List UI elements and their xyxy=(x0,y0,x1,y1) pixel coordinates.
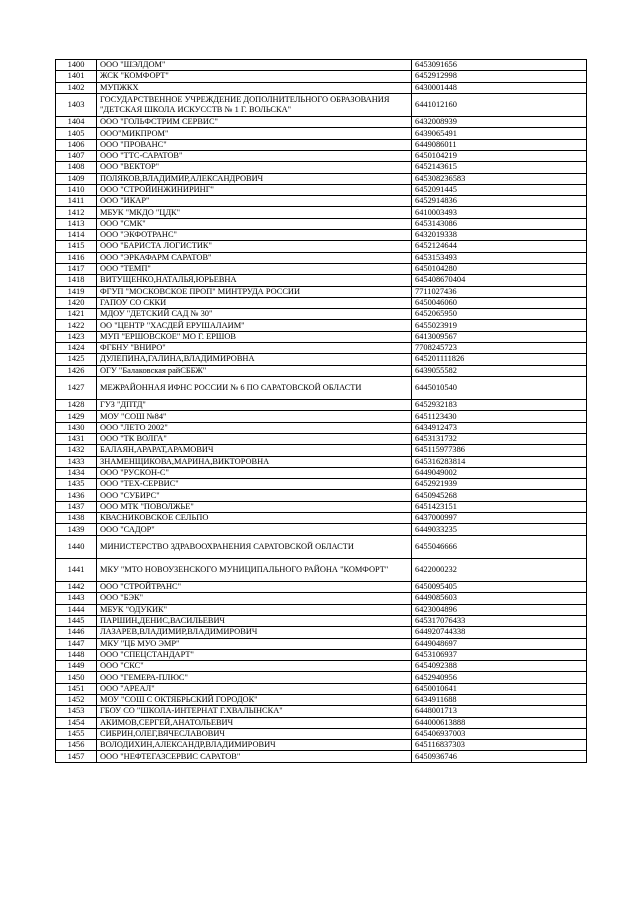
table-row xyxy=(56,695,587,706)
table-row xyxy=(56,728,587,739)
inn-cell: 6410003493 xyxy=(412,207,587,218)
row-number-cell: 1455 xyxy=(56,728,97,739)
table-row xyxy=(56,207,587,218)
table-row xyxy=(56,196,587,207)
row-number-cell: 1423 xyxy=(56,331,97,342)
row-number-cell: 1409 xyxy=(56,173,97,184)
inn-cell: 6448001713 xyxy=(412,706,587,717)
inn-cell: 6455046666 xyxy=(412,535,587,558)
organization-name-cell: ООО "ШЭЛДОМ" xyxy=(97,60,412,71)
row-number-cell: 1408 xyxy=(56,162,97,173)
table-row xyxy=(56,82,587,93)
organization-name-cell: ООО "СТРОЙТРАНС" xyxy=(97,582,412,593)
organization-name-cell: ЗНАМЕНЩИКОВА,МАРИНА,ВИКТОРОВНА xyxy=(97,456,412,467)
table-row xyxy=(56,275,587,286)
table-row xyxy=(56,717,587,728)
organization-name-cell: ООО "ТК ВОЛГА" xyxy=(97,433,412,444)
organization-name-cell: МКУ "МТО НОВОУЗЕНСКОГО МУНИЦИПАЛЬНОГО РАЙОНА "КОМФОРТ" xyxy=(97,558,412,581)
row-number-cell: 1424 xyxy=(56,343,97,354)
row-number-cell: 1428 xyxy=(56,400,97,411)
organization-name-cell: ГАПОУ СО СККИ xyxy=(97,297,412,308)
table-row xyxy=(56,230,587,241)
row-number-cell: 1448 xyxy=(56,649,97,660)
inn-cell: 6454092388 xyxy=(412,661,587,672)
organization-name-cell: ООО"МИКПРОМ" xyxy=(97,128,412,139)
row-number-cell: 1401 xyxy=(56,71,97,82)
organization-name-cell: ФГУП "МОСКОВСКОЕ ПРОП" МИНТРУДА РОССИИ xyxy=(97,286,412,297)
row-number-cell: 1445 xyxy=(56,615,97,626)
row-number-cell: 1410 xyxy=(56,184,97,195)
inn-cell: 6450945268 xyxy=(412,490,587,501)
table-row xyxy=(56,71,587,82)
row-number-cell: 1443 xyxy=(56,593,97,604)
inn-cell: 6452065950 xyxy=(412,309,587,320)
row-number-cell: 1450 xyxy=(56,672,97,683)
inn-cell: 6450936746 xyxy=(412,751,587,762)
organization-name-cell: ООО "ВЕКТОР" xyxy=(97,162,412,173)
table-row xyxy=(56,354,587,365)
row-number-cell: 1400 xyxy=(56,60,97,71)
row-number-cell: 1435 xyxy=(56,479,97,490)
table-row xyxy=(56,582,587,593)
organization-name-cell: ООО "ПРОВАНС" xyxy=(97,139,412,150)
inn-cell: 6453153493 xyxy=(412,252,587,263)
organization-name-cell: МБУК "МКДО "ЦДК" xyxy=(97,207,412,218)
row-number-cell: 1437 xyxy=(56,501,97,512)
organization-name-cell: МОУ "СОШ С ОКТЯБРЬСКИЙ ГОРОДОК" xyxy=(97,695,412,706)
inn-cell: 645408670404 xyxy=(412,275,587,286)
table-row xyxy=(56,490,587,501)
inn-cell: 6452914836 xyxy=(412,196,587,207)
organization-name-cell: МДОУ "ДЕТСКИЙ САД № 30" xyxy=(97,309,412,320)
inn-cell: 645115977386 xyxy=(412,445,587,456)
row-number-cell: 1446 xyxy=(56,627,97,638)
document-page xyxy=(55,59,586,763)
row-number-cell: 1447 xyxy=(56,638,97,649)
row-number-cell: 1434 xyxy=(56,467,97,478)
table-row xyxy=(56,627,587,638)
row-number-cell: 1457 xyxy=(56,751,97,762)
row-number-cell: 1449 xyxy=(56,661,97,672)
inn-cell: 6445010540 xyxy=(412,376,587,399)
inn-cell: 645316283814 xyxy=(412,456,587,467)
table-row xyxy=(56,320,587,331)
row-number-cell: 1431 xyxy=(56,433,97,444)
organization-name-cell: МКУ "ЦБ МУО ЭМР" xyxy=(97,638,412,649)
row-number-cell: 1402 xyxy=(56,82,97,93)
organization-name-cell: ОГУ "Балаковская райСББЖ" xyxy=(97,365,412,376)
inn-cell: 6432008939 xyxy=(412,117,587,128)
inn-cell: 6423004896 xyxy=(412,604,587,615)
table-row xyxy=(56,751,587,762)
table-row xyxy=(56,604,587,615)
inn-cell: 6439055582 xyxy=(412,365,587,376)
inn-cell: 6453091656 xyxy=(412,60,587,71)
row-number-cell: 1444 xyxy=(56,604,97,615)
inn-cell: 6441012160 xyxy=(412,93,587,116)
table-row xyxy=(56,400,587,411)
organization-name-cell: МЕЖРАЙОННАЯ ИФНС РОССИИ № 6 ПО САРАТОВСКОЙ ОБЛАСТИ xyxy=(97,376,412,399)
organization-name-cell: ООО "НЕФТЕГАЗСЕРВИС САРАТОВ" xyxy=(97,751,412,762)
table-row xyxy=(56,456,587,467)
inn-cell: 6450095405 xyxy=(412,582,587,593)
table-row xyxy=(56,615,587,626)
organization-name-cell: ДУЛЕПИНА,ГАЛИНА,ВЛАДИМИРОВНА xyxy=(97,354,412,365)
table-row xyxy=(56,309,587,320)
row-number-cell: 1452 xyxy=(56,695,97,706)
table-row xyxy=(56,128,587,139)
organization-name-cell: ОО "ЦЕНТР "ХАСДЕЙ ЕРУШАЛАИМ" xyxy=(97,320,412,331)
table-row xyxy=(56,479,587,490)
table-row xyxy=(56,263,587,274)
inn-cell: 6449048697 xyxy=(412,638,587,649)
inn-cell: 645406937003 xyxy=(412,728,587,739)
table-row xyxy=(56,241,587,252)
row-number-cell: 1430 xyxy=(56,422,97,433)
inn-cell: 6452124644 xyxy=(412,241,587,252)
inn-cell: 6455023919 xyxy=(412,320,587,331)
organization-name-cell: ООО "ЭРКАФАРМ САРАТОВ" xyxy=(97,252,412,263)
inn-cell: 644000613888 xyxy=(412,717,587,728)
row-number-cell: 1407 xyxy=(56,150,97,161)
table-row xyxy=(56,740,587,751)
row-number-cell: 1426 xyxy=(56,365,97,376)
inn-cell: 645308236583 xyxy=(412,173,587,184)
inn-cell: 6449086011 xyxy=(412,139,587,150)
row-number-cell: 1418 xyxy=(56,275,97,286)
row-number-cell: 1441 xyxy=(56,558,97,581)
table-row xyxy=(56,184,587,195)
organization-name-cell: ООО "ЭКФОТРАНС" xyxy=(97,230,412,241)
inn-cell: 6449085603 xyxy=(412,593,587,604)
organization-name-cell: ООО "БАРИСТА ЛОГИСТИК" xyxy=(97,241,412,252)
organization-name-cell: ЖСК "КОМФОРТ" xyxy=(97,71,412,82)
inn-cell: 644920744338 xyxy=(412,627,587,638)
row-number-cell: 1454 xyxy=(56,717,97,728)
table-row xyxy=(56,649,587,660)
inn-cell: 6422000232 xyxy=(412,558,587,581)
organization-name-cell: АКИМОВ,СЕРГЕЙ,АНАТОЛЬЕВИЧ xyxy=(97,717,412,728)
table-row xyxy=(56,297,587,308)
row-number-cell: 1440 xyxy=(56,535,97,558)
inn-cell: 6450046060 xyxy=(412,297,587,308)
organization-name-cell: ГУЗ "ДПТД" xyxy=(97,400,412,411)
row-number-cell: 1438 xyxy=(56,513,97,524)
table-row xyxy=(56,162,587,173)
row-number-cell: 1420 xyxy=(56,297,97,308)
organization-name-cell: ФГБНУ "ВНИРО" xyxy=(97,343,412,354)
row-number-cell: 1429 xyxy=(56,411,97,422)
organization-name-cell: ООО "ГОЛЬФСТРИМ СЕРВИС" xyxy=(97,117,412,128)
organizations-table xyxy=(55,59,587,763)
table-row xyxy=(56,524,587,535)
table-row xyxy=(56,593,587,604)
organization-name-cell: ООО "ТЕХ-СЕРВИС" xyxy=(97,479,412,490)
table-row xyxy=(56,117,587,128)
inn-cell: 645116837303 xyxy=(412,740,587,751)
organization-name-cell: ООО "ТТС-САРАТОВ" xyxy=(97,150,412,161)
organization-name-cell: ООО "СМК" xyxy=(97,218,412,229)
inn-cell: 6453143086 xyxy=(412,218,587,229)
row-number-cell: 1422 xyxy=(56,320,97,331)
organization-name-cell: ООО "СТРОЙИНЖИНИРИНГ" xyxy=(97,184,412,195)
inn-cell: 6439065491 xyxy=(412,128,587,139)
organization-name-cell: БАЛАЯН,АРАРАТ,АРАМОВИЧ xyxy=(97,445,412,456)
table-row xyxy=(56,93,587,116)
inn-cell: 6450104219 xyxy=(412,150,587,161)
table-row xyxy=(56,60,587,71)
table-row xyxy=(56,286,587,297)
row-number-cell: 1411 xyxy=(56,196,97,207)
organization-name-cell: ЛАЗАРЕВ,ВЛАДИМИР,ВЛАДИМИРОВИЧ xyxy=(97,627,412,638)
table-row xyxy=(56,331,587,342)
inn-cell: 6452912998 xyxy=(412,71,587,82)
organization-name-cell: ГБОУ СО "ШКОЛА-ИНТЕРНАТ Г.ХВАЛЫНСКА" xyxy=(97,706,412,717)
organization-name-cell: ООО "СПЕЦСТАНДАРТ" xyxy=(97,649,412,660)
organization-name-cell: ООО "АРЕАЛ" xyxy=(97,683,412,694)
table-row xyxy=(56,638,587,649)
organization-name-cell: СИБРИН,ОЛЕГ,ВЯЧЕСЛАВОВИЧ xyxy=(97,728,412,739)
organization-name-cell: ООО "ИКАР" xyxy=(97,196,412,207)
row-number-cell: 1406 xyxy=(56,139,97,150)
row-number-cell: 1456 xyxy=(56,740,97,751)
inn-cell: 6451423151 xyxy=(412,501,587,512)
inn-cell: 6449033235 xyxy=(412,524,587,535)
inn-cell: 6437000997 xyxy=(412,513,587,524)
organization-name-cell: ООО "СУБИРС" xyxy=(97,490,412,501)
row-number-cell: 1439 xyxy=(56,524,97,535)
table-row xyxy=(56,661,587,672)
table-row xyxy=(56,173,587,184)
inn-cell: 6413009567 xyxy=(412,331,587,342)
organization-name-cell: МУПЖКХ xyxy=(97,82,412,93)
row-number-cell: 1415 xyxy=(56,241,97,252)
inn-cell: 6432019338 xyxy=(412,230,587,241)
organization-name-cell: ООО "СКС" xyxy=(97,661,412,672)
organization-name-cell: ООО "ЛЕТО 2002" xyxy=(97,422,412,433)
inn-cell: 6453131732 xyxy=(412,433,587,444)
inn-cell: 645317076433 xyxy=(412,615,587,626)
table-row xyxy=(56,535,587,558)
organization-name-cell: ВИТУЩЕНКО,НАТАЛЬЯ,ЮРЬЕВНА xyxy=(97,275,412,286)
organization-name-cell: МУП "ЕРШОВСКОЕ" МО Г. ЕРШОВ xyxy=(97,331,412,342)
inn-cell: 645201111826 xyxy=(412,354,587,365)
organizations-table-body xyxy=(56,60,587,763)
row-number-cell: 1432 xyxy=(56,445,97,456)
organization-name-cell: КВАСНИКОВСКОЕ СЕЛЬПО xyxy=(97,513,412,524)
organization-name-cell: МИНИСТЕРСТВО ЗДРАВООХРАНЕНИЯ САРАТОВСКОЙ ОБЛАСТИ xyxy=(97,535,412,558)
row-number-cell: 1433 xyxy=(56,456,97,467)
organization-name-cell: ПАРШИН,ДЕНИС,ВАСИЛЬЕВИЧ xyxy=(97,615,412,626)
organization-name-cell: МБУК "ОДУКИК" xyxy=(97,604,412,615)
table-row xyxy=(56,411,587,422)
table-row xyxy=(56,445,587,456)
row-number-cell: 1451 xyxy=(56,683,97,694)
organization-name-cell: ВОЛОДИХИН,АЛЕКСАНДР,ВЛАДИМИРОВИЧ xyxy=(97,740,412,751)
row-number-cell: 1405 xyxy=(56,128,97,139)
row-number-cell: 1436 xyxy=(56,490,97,501)
inn-cell: 6430001448 xyxy=(412,82,587,93)
organization-name-cell: ООО "ТЕМП" xyxy=(97,263,412,274)
inn-cell: 6451123430 xyxy=(412,411,587,422)
inn-cell: 6434912473 xyxy=(412,422,587,433)
row-number-cell: 1427 xyxy=(56,376,97,399)
table-row xyxy=(56,252,587,263)
inn-cell: 6452932183 xyxy=(412,400,587,411)
row-number-cell: 1416 xyxy=(56,252,97,263)
row-number-cell: 1442 xyxy=(56,582,97,593)
table-row xyxy=(56,672,587,683)
row-number-cell: 1453 xyxy=(56,706,97,717)
row-number-cell: 1419 xyxy=(56,286,97,297)
inn-cell: 6449049002 xyxy=(412,467,587,478)
organization-name-cell: ООО "БЭК" xyxy=(97,593,412,604)
row-number-cell: 1403 xyxy=(56,93,97,116)
inn-cell: 7711027436 xyxy=(412,286,587,297)
organization-name-cell: МОУ "СОШ №84" xyxy=(97,411,412,422)
table-row xyxy=(56,218,587,229)
table-row xyxy=(56,558,587,581)
inn-cell: 6452921939 xyxy=(412,479,587,490)
organization-name-cell: ГОСУДАРСТВЕННОЕ УЧРЕЖДЕНИЕ ДОПОЛНИТЕЛЬНОГО ОБРАЗОВАНИЯ "ДЕТСКАЯ ШКОЛА ИСКУССТВ № 1 Г. ВОЛЬСКА" xyxy=(97,93,412,116)
table-row xyxy=(56,513,587,524)
table-row xyxy=(56,467,587,478)
table-row xyxy=(56,343,587,354)
row-number-cell: 1404 xyxy=(56,117,97,128)
row-number-cell: 1414 xyxy=(56,230,97,241)
inn-cell: 6452940956 xyxy=(412,672,587,683)
table-row xyxy=(56,139,587,150)
organization-name-cell: ООО "САДОР" xyxy=(97,524,412,535)
row-number-cell: 1417 xyxy=(56,263,97,274)
inn-cell: 6450010641 xyxy=(412,683,587,694)
table-row xyxy=(56,376,587,399)
inn-cell: 6450104280 xyxy=(412,263,587,274)
row-number-cell: 1421 xyxy=(56,309,97,320)
organization-name-cell: ООО "ГЕМЕРА-ПЛЮС" xyxy=(97,672,412,683)
table-row xyxy=(56,706,587,717)
inn-cell: 6453106937 xyxy=(412,649,587,660)
row-number-cell: 1425 xyxy=(56,354,97,365)
table-row xyxy=(56,501,587,512)
table-row xyxy=(56,150,587,161)
inn-cell: 7708245723 xyxy=(412,343,587,354)
inn-cell: 6434911688 xyxy=(412,695,587,706)
table-row xyxy=(56,683,587,694)
table-row xyxy=(56,433,587,444)
table-row xyxy=(56,422,587,433)
row-number-cell: 1412 xyxy=(56,207,97,218)
table-row xyxy=(56,365,587,376)
row-number-cell: 1413 xyxy=(56,218,97,229)
inn-cell: 6452091445 xyxy=(412,184,587,195)
inn-cell: 6452143615 xyxy=(412,162,587,173)
organization-name-cell: ООО МТК "ПОВОЛЖЬЕ" xyxy=(97,501,412,512)
organization-name-cell: ООО "РУСКОН-С" xyxy=(97,467,412,478)
organization-name-cell: ПОЛЯКОВ,ВЛАДИМИР,АЛЕКСАНДРОВИЧ xyxy=(97,173,412,184)
